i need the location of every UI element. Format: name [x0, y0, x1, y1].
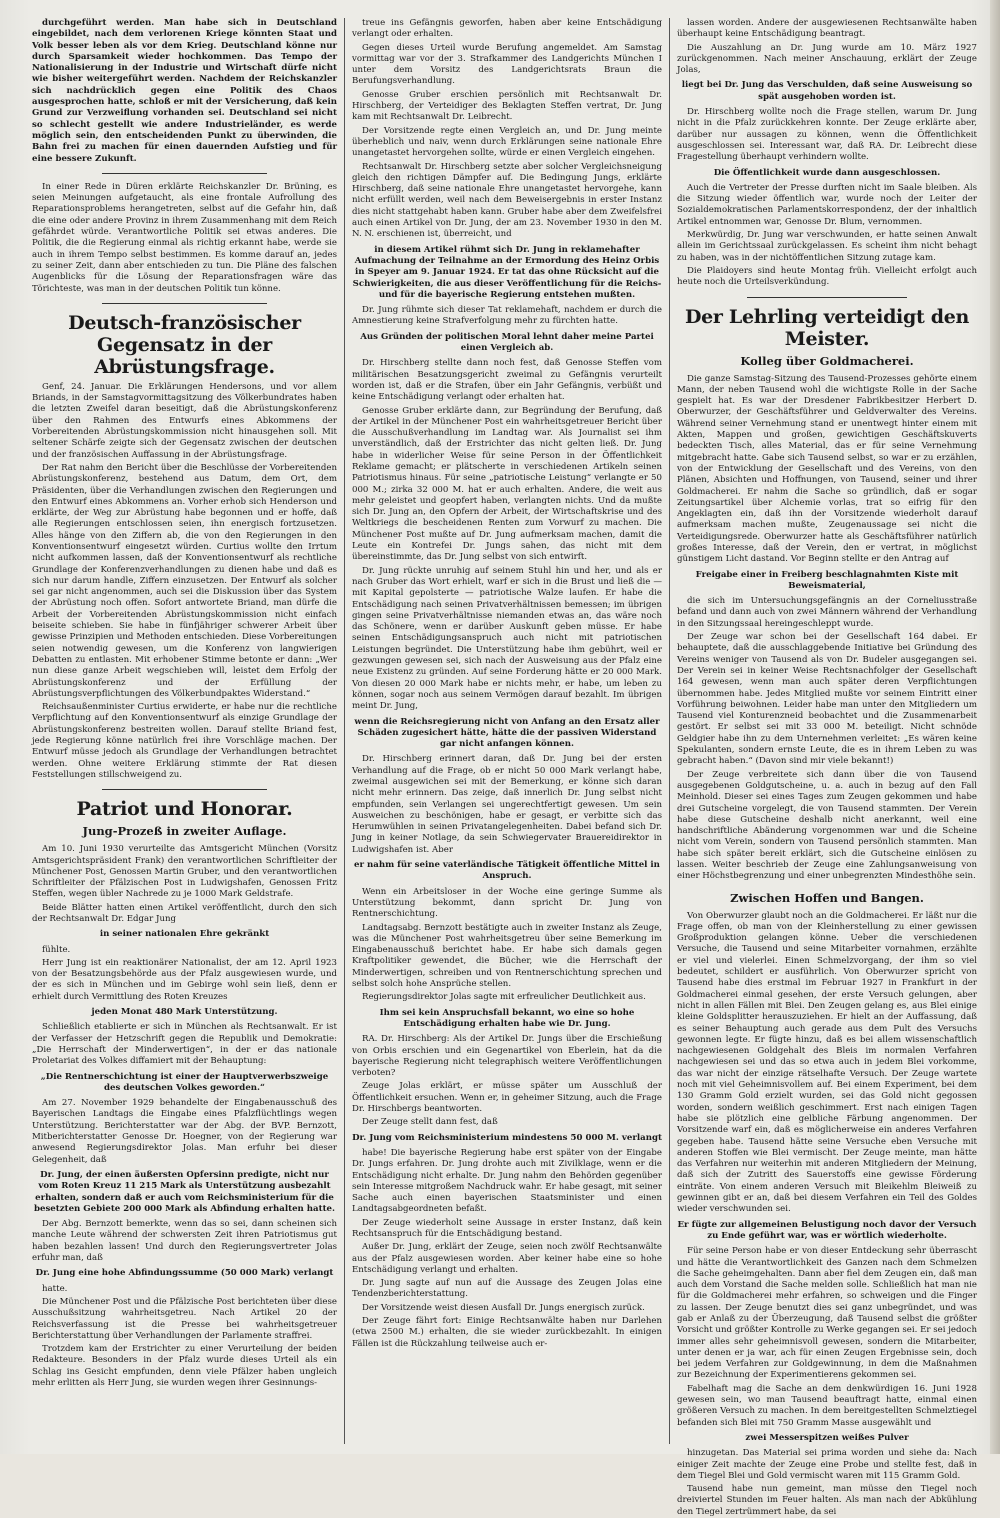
article-paragraph: Wenn ein Arbeitsloser in der Woche eine geringe Summe als Unterstützung bekommt, dann spricht Dr. Jung von Rentnerschichtung.	[352, 886, 662, 920]
emphasis-line: Er fügte zur allgemeinen Belustigung noch davor der Versuch zu Ende geführt war, was er wörtlich wiederholte.	[677, 1219, 977, 1241]
article-paragraph: Der Abg. Bernzott bemerkte, wenn das so sei, dann scheinen sich manche Leute während der schwersten Zeit ihren Patriotismus gut haben bezahlen lassen! Und durch den Regierungsvertreter Jolas erfuhr man, daß	[32, 1219, 337, 1264]
article-paragraph: Der Vorsitzende regte einen Vergleich an, und Dr. Jung meinte überheblich und naiv, wenn durch Erklärungen seine nationale Ehre unangetastet hervorgehen sollte, würde er einen Vergleich eingehen.	[352, 125, 662, 159]
article-paragraph: treue ins Gefängnis geworfen, haben aber keine Entschädigung verlangt oder erhalten.	[352, 18, 662, 40]
divider	[102, 789, 267, 790]
article-paragraph: Für seine Person habe er von dieser Entdeckung sehr überrascht und hätte die Verantwortlichkeit des Ganzen nach dem Schmelzen die Sache geheimgehalten. Dann aber fiel dem Zeugen ein, daß man auch dem Vorstand die Sache melden solle. Schließlich hat man nie für die Goldmacherei mehr erfahren, so schweigen und die Finger zu lassen. Der Zeuge benutzt dies sei ganz unbegründet, und was gab er Anlaß zu der Überzeugung, daß Tausend selbst die größter Vorsicht und größter Kontrolle zu Werke gegangen sei. Er sei jedoch immer alles sehr geheimnisvoll gewesen, sondern die Mitarbeiter, unter denen er ja war, ach für einen Zeugen Ergebnisse sein, doch bei jedem Verfahren zur Goldgewinnung, in dem die Maßnahmen zur Bezeichnung der Experimentierens gekommen sei.	[677, 1246, 977, 1381]
article-paragraph: die sich im Untersuchungsgefängnis an der Corneliusstraße befand und dann auch von zwei Männern während der Verhandlung in den Sitzungssaal hereingeschleppt wurde.	[677, 596, 977, 629]
column-1	[32, 18, 337, 1444]
article-paragraph: Genf, 24. Januar. Die Erklärungen Hendersons, und vor allem Briands, in der Samstagvormittagsitzung des Völkerbundrates haben die letzten Zweifel daran beseitigt, daß die Abrüstungskonferenz über den Rahmen des Entwurfs eines Abkommens der Vorbereitenden Abrüstungskommission nicht hinausgehen soll. Mit seltener Schärfe zeigte sich der Gegensatz zwischen der deutschen und der französischen Auffassung in der Abrüstungsfrage.	[32, 381, 337, 460]
article-paragraph: Dr. Hirschberg wollte noch die Frage stellen, warum Dr. Jung nicht in die Pfalz zurückkehren konnte. Der Zeuge erklärte aber, darüber nur aussagen zu können, wenn die Öffentlichkeit ausgeschlossen sei. Interessant war, daß RA. Dr. Leibrecht diese Fragestellung überhaupt verhindern wollte.	[677, 107, 977, 163]
emphasis-line: Aus Gründen der politischen Moral lehnt daher meine Partei einen Vergleich ab.	[360, 331, 654, 354]
article-paragraph: Am 27. November 1929 behandelte der Eingabenausschuß des Bayerischen Landtags die Eingabe eines Pfalzflüchtlings wegen Unterstützung. Berichterstatter war der Abg. der BVP. Bernzott, Mitberichterstatter Genosse Dr. Hoegner, von der Regierung war anwesend Regierungsdirektor Jolas. Man erfuhr bei dieser Gelegenheit, daß	[32, 1098, 337, 1165]
emphasis-line: Dr. Jung vom Reichsministerium mindestens 50 000 M. verlangt	[352, 1132, 662, 1143]
column-3	[677, 18, 977, 1517]
subheadline-hoffen-bangen: Zwischen Hoffen und Bangen.	[730, 890, 924, 905]
article-paragraph: habe! Die bayerische Regierung habe erst später von der Eingabe Dr. Jungs erfahren. Dr. Jung drohte auch mit Zivilklage, wenn er die Entschädigung nicht erhalte. Dr. Jung nahm den Behörden gegenüber sein Interesse mitgroßem Nachdruck wahr. Er habe gesagt, mit seiner Sache auch einen bayerischen Staatsminister und einen Landtagsabgeordneten befaßt.	[352, 1147, 662, 1215]
article-paragraph: Trotzdem kam der Erstrichter zu einer Verurteilung der beiden Redakteure. Besonders in der Pfalz wurde dieses Urteil als ein Schlag ins Gesicht empfunden, denn viele Pfälzer haben ungleich mehr erlitten als Herr Jung, sie wurden wegen ihrer Gesinnungs-	[32, 1344, 337, 1388]
article-paragraph: Zeuge Jolas erklärt, er müsse später um Ausschluß der Öffentlichkeit ersuchen. Wenn er, in geheimer Sitzung, auch die Frage Dr. Hirschbergs beantworten.	[352, 1081, 662, 1115]
emphasis-line: er nahm für seine vaterländische Tätigkeit öffentliche Mittel in Anspruch.	[354, 860, 660, 882]
divider	[102, 303, 267, 304]
page-edge-shadow	[990, 0, 1000, 1454]
article-paragraph: Dr. Hirschberg erinnert daran, daß Dr. Jung bei der ersten Verhandlung auf die Frage, ob er nicht 50 000 Mark verlangt habe, zweimal ausgewichen sei mit der Bemerkung, er könne sich daran nicht mehr erinnern. Das zeige, daß innerlich Dr. Jung selbst nicht empfunden, sein Verlangen sei ungerechtfertigt gewesen. Um sein Ausweichen zu beschönigen, habe er gesagt, er verbitte sich das Herumwühlen in seinen Privatangelegenheiten. Dabei befand sich Dr. Jung in keiner Notlage, da sein Schwiegervater Brauereidirektor in Ludwigshafen ist. Aber	[352, 754, 662, 855]
article-paragraph: Reichsaußenminister Curtius erwiderte, er habe nur die rechtliche Verpflichtung auf den Konventionsentwurf als einzige Grundlage der Abrüstungskonferenz bestreiten wollen. Darauf stellte Briand fest, jede Regierung könne natürlich frei ihre Vorschläge machen. Der Entwurf müsse jedoch als Grundlage der Verhandlungen betrachtet werden. Ohne weitere Erklärung stimmte der Rat diesen Feststellungen stillschweigend zu.	[32, 702, 337, 780]
article-paragraph: Schließlich etablierte er sich in München als Rechtsanwalt. Er ist der Verfasser der Hetzschrift gegen die Republik und Demokratie: „Die Herrschaft der Minderwertigen“, in der er das nationale Proletariat des Volkes diffamiert mit der Behauptung:	[32, 1022, 337, 1067]
article-paragraph: Die Auszahlung an Dr. Jung wurde am 10. März 1927 zurückgenommen. Nach meiner Anschauung, erklärt der Zeuge Jolas,	[677, 42, 977, 76]
article-paragraph: Dr. Jung rückte unruhig auf seinem Stuhl hin und her, und als er nach Gruber das Wort erhielt, warf er sich in die Brust und ließ die — mit Kapital gepolsterte — patriotische Walze laufen. Er habe die Entschädigung nach seinen Privatverhältnissen bemessen; im übrigen gingen seine Privatverhältnisse niemanden etwas an, das wäre noch das Schönere, wenn er darüber Auskunft geben müsse. Er habe seinen Entschädigungsanspruch auch nicht mit patriotischen Leistungen begründet. Die Unterstützung habe ihm gebührt, weil er gezwungen gewesen sei, sich nach der Ausweisung aus der Pfalz eine neue Existenz zu gründen. Auf seine Forderung hätte er 20 000 Mark. Von diesen 20 000 Mark habe er nichts mehr, er habe, um leben zu können, sogar noch aus seinem Vermögen darauf bezahlt. Im übrigen meint Dr. Jung,	[352, 565, 662, 712]
article-paragraph: fühlte.	[42, 944, 71, 955]
article-paragraph: Die ganze Samstag-Sitzung des Tausend-Prozesses gehörte einem Mann, der neben Tausend wohl die wichtigste Rolle in der Sache gespielt hat. Es war der Dresdener Fabrikbesitzer Herbert D. Oberwurzer, der Geschäftsführer und Geldverwalter des Vereins. Während seiner Vernehmung stand er unentwegt hinter einem mit Akten, Mappen und großen, gewichtigen Geschäftskuverts bedeckten Tisch, alles Material, das er für seine Vernehmung mitgebracht hatte. Gabe sich Tausend selbst, so war er zu erzählen, von der Entwicklung der Gesellschaft und des Vereins, von den Plänen, Absichten und Hoffnungen, von Tausend, seiner und ihrer Goldmacherei. Er nahm die Sache so gründlich, daß er sogar Zeitungsartikel über Alchemie vorlas, trat so eifrig für den Angeklagten ein, daß ihn der Vorsitzende wiederholt darauf aufmerksam machen mußte, Zeugenaussage sei nicht die Verteidigungsrede. Oberwurzer hatte als Geschäftsführer natürlich großes Interesse, daß der Verein, den er vertrat, in möglichst günstigem Licht dastand. Vor Beginn stellte er den Antrag auf	[677, 373, 977, 565]
article-paragraph: Der Zeuge war schon bei der Gesellschaft 164 dabei. Er behauptete, daß die ausschlaggebende Initiative bei Gründung des Vereins weniger von Tausend als von Dr. Budeler ausgegangen sei. Der Verein sei in keiner Weise Rechtsnachfolger der Gesellschaft 164 gewesen, wenn man auch später deren Verpflichtungen übernommen habe. Jedes Mitglied mußte vor seinem Eintritt einer Vorführung beiwohnen. Leider habe man unter den Mitgliedern um Tausend viel Konturenzneid beobachtet und die Zusammenarbeit gestört. Er selbst sei mit 33 000 M. beteiligt. Nicht schnöde Geldgier habe ihn zu dem Unternehmen verleitet: „Es wären keine Spekulanten, sondern ernste Leute, die es in ihrem Leben zu was gebracht haben.“ (Davon sind mir viele bekannt!)	[677, 632, 977, 767]
article-paragraph: hatte.	[42, 1283, 68, 1294]
article-paragraph: Genosse Gruber erklärte dann, zur Begründung der Berufung, daß der Artikel in der Münchener Post ein wahrheitsgetreuer Bericht über die Ausschußverhandlung im Landtag war. Als Journalist sei ihm unverständlich, daß der Erstrichter das nicht gelten ließ. Dr. Jung habe in widerlicher Weise für seine Person in der Öffentlichkeit Reklame gemacht; er plätscherte in verschiedenen Artikeln seinen Patriotismus hinaus. Für seine „patriotische Leistung“ verlangte er 50 000 M.; zirka 32 000 M. hat er auch erhalten. Andere, die weit aus mehr geleistet und geopfert haben, verlangten nichts. Und da mußte sich Dr. Jung an, den Opfern der Arbeit, der Wirtschaftskrise und des Weltkriegs die bescheidenen Renten zum Vorwurf zu machen. Die Münchener Post mußte auf Dr. Jung aufmerksam machen, damit die Leute ein Kontrefei Dr. Jungs sahen, das nicht mit dem übereinstimmte, das Dr. Jung selbst von sich entwirft.	[352, 405, 662, 563]
column-rule	[344, 18, 345, 1444]
emphasis-line: in seiner nationalen Ehre gekränkt	[99, 929, 270, 940]
headline-lehrling: Der Lehrling verteidigt den Meister.	[684, 305, 970, 350]
headline-patriot: Patriot und Honorar.	[76, 798, 293, 821]
article-paragraph: Der Zeuge fährt fort: Einige Rechtsanwälte haben nur Darlehen (etwa 2500 M.) erhalten, die sie wieder zurückbezahlt. In einigen Fällen ist die Rückzahlung teilweise auch er-	[352, 1316, 662, 1349]
article-paragraph: Genosse Gruber erschien persönlich mit Rechtsanwalt Dr. Hirschberg, der Verteidiger des Beklagten Steffen vertrat, Dr. Jung kam mit Rechtsanwalt Dr. Leibrecht.	[352, 89, 662, 123]
subheadline-jung-prozess: Jung-Prozeß in zweiter Auflage.	[82, 824, 287, 839]
article-paragraph: Beide Blätter hatten einen Artikel veröffentlicht, durch den sich der Rechtsanwalt Dr. Edgar Jung	[32, 902, 337, 924]
emphasis-line: zwei Messerspitzen weißes Pulver	[745, 1432, 909, 1443]
emphasis-line: liegt bei Dr. Jung das Verschulden, daß seine Ausweisung so spät ausgehoben worden ist.	[681, 80, 973, 102]
article-paragraph: Der Zeuge verbreitete sich dann über die von Tausend ausgegebenen Goldgutscheine, u. a. auch in bezug auf den Fall Meinhold. Dieser sei eines Tages zum Zeugen gekommen und habe drei Gutscheine vorgelegt, die von Tausend stammten. Der Verein habe diese Gutscheine deshalb nicht anerkannt, weil eine handschriftliche Abänderung vorgenommen war und die Scheine nicht vom Verein, sondern von Tausend persönlich stammten. Man habe sich später bereit erklärt, sich die Gutscheine einlösen zu lassen. Weiter beschrieb der Zeuge eine Zahlungsanweisung von einer Höchstbegrenzung und einer unbegrenzten Mindesthöhe sein.	[677, 769, 977, 882]
article-paragraph: Regierungsdirektor Jolas sagte mit erfreulicher Deutlichkeit aus.	[362, 992, 646, 1003]
article-paragraph: hinzugetan. Das Material sei prima worden und siehe da: Nach einiger Zeit machte der Zeuge eine Probe und stellte fest, daß in dem Tiegel Blei und Gold vermischt waren mit 115 Gramm Gold.	[677, 1448, 977, 1481]
emphasis-line: in diesem Artikel rühmt sich Dr. Jung in reklamehafter Aufmachung der Teilnahme an der Ermordung des Heinz Orbis in Speyer am 9. Januar 1924. Er tat das ohne Rücksicht auf die Schwierigkeiten, die aus dieser Veröffentlichung für die Reichs- und für die bayerische Regierung entstehen mußten.	[352, 244, 662, 300]
divider	[747, 297, 907, 298]
article-paragraph: Der Zeuge wiederholt seine Aussage in erster Instanz, daß kein Rechtsanspruch für die Entschädigung bestand.	[352, 1217, 662, 1239]
emphasis-line: „Die Rentnerschichtung ist einer der Hauptverwerbszweige des deutschen Volkes geworden.“	[40, 1071, 329, 1093]
emphasis-line: wenn die Reichsregierung nicht von Anfang an den Ersatz aller Schäden zugesichert hätte, hätte die der passiven Widerstand gar nicht anfangen können.	[354, 716, 660, 750]
emphasis-line: Die Öffentlichkeit wurde dann ausgeschlossen.	[713, 167, 941, 178]
article-paragraph: Die Plaidoyers sind heute Montag früh. Vielleicht erfolgt auch heute noch die Urteilsverkündung.	[677, 265, 977, 288]
article-paragraph: Merkwürdig, Dr. Jung war verschwunden, er hatte seinen Anwalt allein im Gerichtssaal zurückgelassen. Es scheint ihm nicht behagt zu haben, was in der nichtöffentlichen Sitzung zutage kam.	[677, 230, 977, 263]
column-rule	[669, 18, 670, 1444]
headline-abruestung: Deutsch-französischer Gegensatz in der Abrüstungsfrage.	[68, 311, 301, 378]
article-paragraph: Der Rat nahm den Bericht über die Beschlüsse der Vorbereitenden Abrüstungskonferenz, bestehend aus Datum, dem Ort, dem Präsidenten, über die Verhandlungen zwischen den Regierungen und den Entwurf eines Abkommens an. Vorher erhob sich Henderson und erklärte, der Weg zur Abrüstung habe begonnen und er hoffe, daß alle Regierungen entschlossen seien, ihn energisch fortzusetzen. Alles hänge von den Ziffern ab, die von den Regierungen in den Konventionsentwurf eingesetzt würden. Curtius wollte den Irrtum nicht aufkommen lassen, daß der Konventionsentwurf als rechtliche Grundlage der Konferenzverhandlungen zu dienen habe und daß es sich nur darum handle, Ziffern einzusetzen. Der Entwurf als solcher sei gar nicht angenommen, auch sei die Diskussion über das System der Abrüstung noch offen. Sofort antwortete Briand, man dürfe die Arbeit der Vorbereitenden Abrüstungskommission nicht einfach beiseite schieben. Sie habe in fünfjähriger schwerer Arbeit über gewisse Prinzipien und Methoden entschieden. Diese Vorbereitungen seien notwendig gewesen, um die Konferenz von langwierigen Debatten zu entlasten. Mit erhobener Stimme betonte er dann: „Wer nun diese ganze Arbeit wegschieben will, leistet dem Erfolg der Abrüstungskonferenz und der Erfüllung der Abrüstungsverpflichtungen des Völkerbundpaktes Widerstand.“	[32, 462, 337, 699]
article-paragraph: Dr. Jung rühmte sich dieser Tat reklamehaft, nachdem er durch die Amnestierung keine Strafverfolgung mehr zu fürchten hatte.	[352, 305, 662, 327]
article-paragraph: Außer Dr. Jung, erklärt der Zeuge, seien noch zwölf Rechtsanwälte aus der Pfalz ausgewiesen worden. Aber keiner habe eine so hohe Entschädigung verlangt und erhalten.	[352, 1242, 662, 1275]
emphasis-line: jeden Monat 480 Mark Unterstützung.	[91, 1007, 278, 1018]
article-paragraph: Tausend habe nun gemeint, man müsse den Tiegel noch dreiviertel Stunden im Feuer halten. Als man nach der Abkühlung den Tiegel zertrümmert habe, da sei	[677, 1484, 977, 1517]
article-paragraph: Dr. Jung sagte auf nun auf die Aussage des Zeugen Jolas eine Tendenzberichterstattung.	[352, 1278, 662, 1300]
subheadline-goldmacherei: Kolleg über Goldmacherei.	[740, 353, 914, 368]
column-2	[352, 18, 662, 1444]
divider	[102, 173, 267, 174]
article-paragraph: Rechtsanwalt Dr. Hirschberg setzte aber solcher Vergleichsneigung gleich den richtigen Dämpfer auf. Die Bedingung Jungs, erklärte Hirschberg, daß seine nationale Ehre unangetastet hervorgehe, kann nicht erfüllt werden, weil nach dem Beweisergebnis in erster Instanz dies nicht stattgehabt haben kann. Gruber habe aber dem Zweifelsfrei auch einen Artikel von Dr. Jung, der am 23. November 1930 in den M. N. N. erschienen ist, überreicht, und	[352, 161, 662, 240]
emphasis-line: Ihm sei kein Anspruchsfall bekannt, wo eine so hohe Entschädigung erhalten habe wie Dr. Jung.	[379, 1007, 635, 1029]
article-paragraph: Am 10. Juni 1930 verurteilte das Amtsgericht München (Vorsitz Amtsgerichtspräsident Frank) den verantwortlichen Schriftleiter der Münchener Post, Genossen Martin Gruber, und den verantwortlichen Schriftleiter der Pfälzischen Post in Ludwigshafen, Genossen Fritz Steffen, wegen übler Nachrede zu je 1000 Mark Geldstrafe.	[32, 844, 337, 900]
article-paragraph: durchgeführt werden. Man habe sich in Deutschland eingebildet, nach dem verlorenen Kriege könnten Staat und Volk besser leben als vor dem Krieg. Deutschland könne nur durch Sparsamkeit wieder hochkommen. Das Tempo der Nationalisierung in der Industrie und Wirtschaft dürfe nicht wie bisher weitergeführt werden. Nachdem der Reichskanzler sich nachdrücklich gegen eine Politik des Chaos ausgesprochen hatte, schloß er mit der Versicherung, daß kein Grund zur Verzweiflung vorhanden sei. Deutschland sei nicht so schlecht gestellt wie andere Industrieländer, es werde möglich sein, den entscheidenden Punkt zu überwinden, die Bahn frei zu machen für einen dauernden Aufstieg und für eine bessere Zukunft.	[32, 18, 337, 164]
article-paragraph: Der Vorsitzende weist diesen Ausfall Dr. Jungs energisch zurück.	[362, 1302, 645, 1313]
article-paragraph: Auch die Vertreter der Presse durften nicht im Saale bleiben. Als die Sitzung wieder öffentlich war, wurde noch der Leiter der Sozialdemokratischen Parlamentskorrespondenz, der der inhaltlich Artikel entnommen war, Genosse Dr. Blum, vernommen.	[677, 182, 977, 227]
emphasis-line: Freigabe einer in Freiberg beschlagnahmten Kiste mit Beweismaterial,	[695, 569, 959, 591]
article-paragraph: Die Münchener Post und die Pfälzische Post berichteten über diese Ausschußsitzung wahrheitsgetreu. Nach Artikel 20 der Reichsverfassung ist die Presse bei wahrheitsgetreuer Berichterstattung über Verhandlungen der Parlamente straffrei.	[32, 1296, 337, 1341]
article-paragraph: Herr Jung ist ein reaktionärer Nationalist, der am 12. April 1923 von der Besatzungsbehörde aus der Pfalz ausgewiesen wurde, und der es sich in München und im Gebirge wohl sein ließ, denn er erhielt durch Vermittlung des Roten Kreuzes	[32, 957, 337, 1002]
article-paragraph: Von Oberwurzer glaubt noch an die Goldmacherei. Er läßt nur die Frage offen, ob man von der Kleinherstellung zu einer gewissen Großproduktion gelangen könne. Ueber die verschiedenen Versuche, die Tausend und seine Mitarbeiter vornahmen, erzählte er viel und vielerlei. Einen Schmelzvorgang, der ihm so viel bedeutet, schildert er ausführlich. Von Oberwurzer spricht von Tausend habe dies erstmal im Februar 1927 in Frankfurt in der Goldmacherei einmal gesehen, der erste Versuch gelungen, aber nicht in allen Fällen mit Blei. Den Zeugen gelang es, aus Blei einige kleine Goldsplitter herauszuziehen. Er hielt an der Auffassung, daß es seiner Behauptung auch gerade aus dem Pult des Versuchs gewonnen legte. Er fügte hinzu, daß es bei allem wissenschaftlich nachgewiesenen Goldgehalt des Bleis im normalen Verfahren nachgewiesen sei und das so etwa auch in jedem Blei vorkomme, das war nicht der einzige rätselhafte Versuch. Der Zeuge wartete noch mit viel Geheimnisvollem auf. Bei einem Experiment, bei dem 130 Gramm Gold erzielt wurden, sei das Gold nicht gegossen worden, sondern weißlich geschimmert. Erst nach einigen Tagen habe sie plötzlich eine gelbliche Färbung angenommen. Der Vorsitzende warf ein, daß es möglicherweise ein anderes Verfahren gegeben habe. Tausend hätte seine Versuche eben Versuche mit anderen Stoffen wie Blei vermischt. Der Zeuge meinte, man hätte das Verfahren nur weiterhin mit anderen Mitgliedern der Meinung, daß sich der Zutritt des Sauerstoffs eine gewisse Förderung einträte. Von einem anderen Versuch mit Bleikehlm Bleiweiß zu gewinnen gibt er an, daß bei diesem Verfahren ein Teil des Goldes wieder verschwunden sei.	[677, 910, 977, 1215]
article-paragraph: Der Zeuge stellt dann fest, daß	[362, 1117, 498, 1128]
article-paragraph: Fabelhaft mag die Sache an dem denkwürdigen 16. Juni 1928 gewesen sein, wo man Tausend beauftragt hatte, einmal einen größeren Versuch zu machen. In dem bereitgestellten Schmelztiegel befanden sich Blei mit 750 Gramm Masse ausgewählt und	[677, 1383, 977, 1428]
article-paragraph: lassen worden. Andere der ausgewiesenen Rechtsanwälte haben überhaupt keine Entschädigung beantragt.	[677, 18, 977, 40]
emphasis-line: Dr. Jung eine hohe Abfindungssumme (50 000 Mark) verlangt	[35, 1268, 334, 1279]
article-paragraph: Gegen dieses Urteil wurde Berufung angemeldet. Am Samstag vormittag war vor der 3. Strafkammer des Landgerichts München I unter dem Vorsitz des Landgerichtsrats Braun die Berufungsverhandlung.	[352, 42, 662, 87]
article-paragraph: RA. Dr. Hirschberg: Als der Artikel Dr. Jungs über die Erschießung von Orbis erschien und ein Gegenartikel von Eberlein, hat da die bayerische Regierung nicht telegraphisch weitere Veröffentlichungen verboten?	[352, 1034, 662, 1079]
article-paragraph: Landtagsabg. Bernzott bestätigte auch in zweiter Instanz als Zeuge, was die Münchener Post wahrheitsgetreu über seine Bemerkung im Eingabenausschuß berichtet habe. Er habe sich damals gegen Kraftpolitiker gewendet, die Bücher, wie die Herrschaft der Minderwertigen, schreiben und von Rentnerschichtung sprechen und selbst solch hohe Ansprüche stellen.	[352, 922, 662, 990]
emphasis-line: Dr. Jung, der einen äußersten Opfersinn predigte, nicht nur vom Roten Kreuz 11 215 Mark als Unterstützung ausbezahlt erhalten, sondern daß er auch vom Reichsministerium für die besetzten Gebiete 200 000 Mark als Abfindung erhalten hatte.	[33, 1169, 335, 1214]
article-paragraph: Dr. Hirschberg stellte dann noch fest, daß Genosse Steffen vom militärischen Besatzungsgericht zweimal zu Gefängnis verurteilt worden ist, daß er die Strafen, über ein Jahr Gefängnis, verbüßt und keine Entschädigung verlangt oder erhalten hat.	[352, 358, 662, 403]
article-paragraph: In einer Rede in Düren erklärte Reichskanzler Dr. Brüning, es seien Meinungen aufgetaucht, als eine frontale Aufrollung des Reparationsproblems herangetreten, selbst auf die Gefahr hin, daß die eine oder andere Provinz in ihrem Zusammenhang mit dem Reich gefährdet würde. Verantwortliche Politik sei etwas anderes. Die Politik, die die Regierung einmal als richtig erkannt habe, werde sie auch in ihrem Tempo selbst bestimmen. Es komme darauf an, jedes zu seiner Zeit, dann aber entschieden zu tun. Die Pläne des falschen Augenblicks für die Lösung der Reparationsfragen wäre das Törichteste, was man in der deutschen Politik tun könne.	[32, 181, 337, 294]
